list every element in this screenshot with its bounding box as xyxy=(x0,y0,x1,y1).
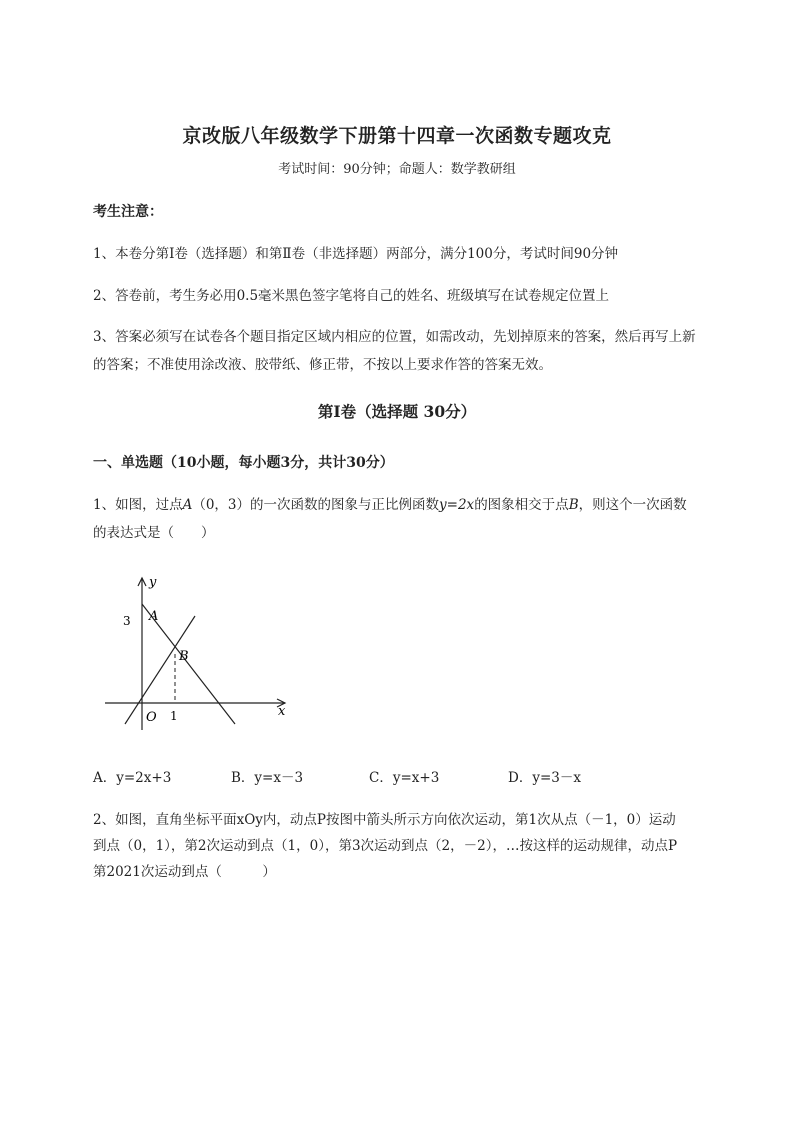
question-1-option-b: B．y=x－3 xyxy=(231,770,304,786)
question-1-figure xyxy=(95,570,295,735)
notice-item-3-cont: 的答案；不准使用涂改液、胶带纸、修正带，不按以上要求作答的答案无效。 xyxy=(93,357,552,373)
part-title: 一、单选题（10小题，每小题3分，共计30分） xyxy=(93,455,394,471)
question-1-option-a: A．y=2x+3 xyxy=(93,770,172,786)
label-3: 3 xyxy=(123,614,131,628)
question-1-line-1: 1、如图，过点A（0，3）的一次函数的图象与正比例函数y=2x的图象相交于点B，则这个一次函数 xyxy=(93,497,687,513)
question-1-option-d: D．y=3－x xyxy=(508,770,581,786)
notice-item-2: 2、答卷前，考生务必用0.5毫米黑色签字笔将自己的姓名、班级填写在试卷规定位置上 xyxy=(93,288,610,304)
question-2-line-1: 2、如图，直角坐标平面xOy内，动点P按图中箭头所示方向依次运动，第1次从点（－1，0）运动 xyxy=(93,812,676,828)
label-1: 1 xyxy=(170,709,178,723)
question-1-line-2: 的表达式是（ ） xyxy=(93,525,215,541)
label-y: y xyxy=(149,575,157,590)
notice-item-1: 1、本卷分第I卷（选择题）和第Ⅱ卷（非选择题）两部分，满分100分，考试时间90分钟 xyxy=(93,246,619,262)
label-x: x xyxy=(278,704,286,719)
section-title: 第I卷（选择题 30分） xyxy=(317,402,477,421)
page-title: 京改版八年级数学下册第十四章一次函数专题攻克 xyxy=(182,125,612,147)
line-y-2x xyxy=(125,616,195,724)
label-O: O xyxy=(146,710,157,725)
question-1-option-c: C．y=x+3 xyxy=(369,770,440,786)
question-2-line-2: 到点（0，1），第2次运动到点（1，0），第3次运动到点（2，－2），…按这样的运动规律，动点P xyxy=(93,838,678,854)
notice-item-3: 3、答案必须写在试卷各个题目指定区域内相应的位置，如需改动，先划掉原来的答案，然后再写上新 xyxy=(93,329,696,345)
label-A: A xyxy=(149,609,159,624)
notice-heading: 考生注意： xyxy=(93,204,163,220)
question-2-line-3: 第2021次运动到点（ ） xyxy=(93,864,276,880)
exam-subtitle: 考试时间：90分钟；命题人：数学教研组 xyxy=(278,162,516,177)
label-B: B xyxy=(179,649,189,664)
